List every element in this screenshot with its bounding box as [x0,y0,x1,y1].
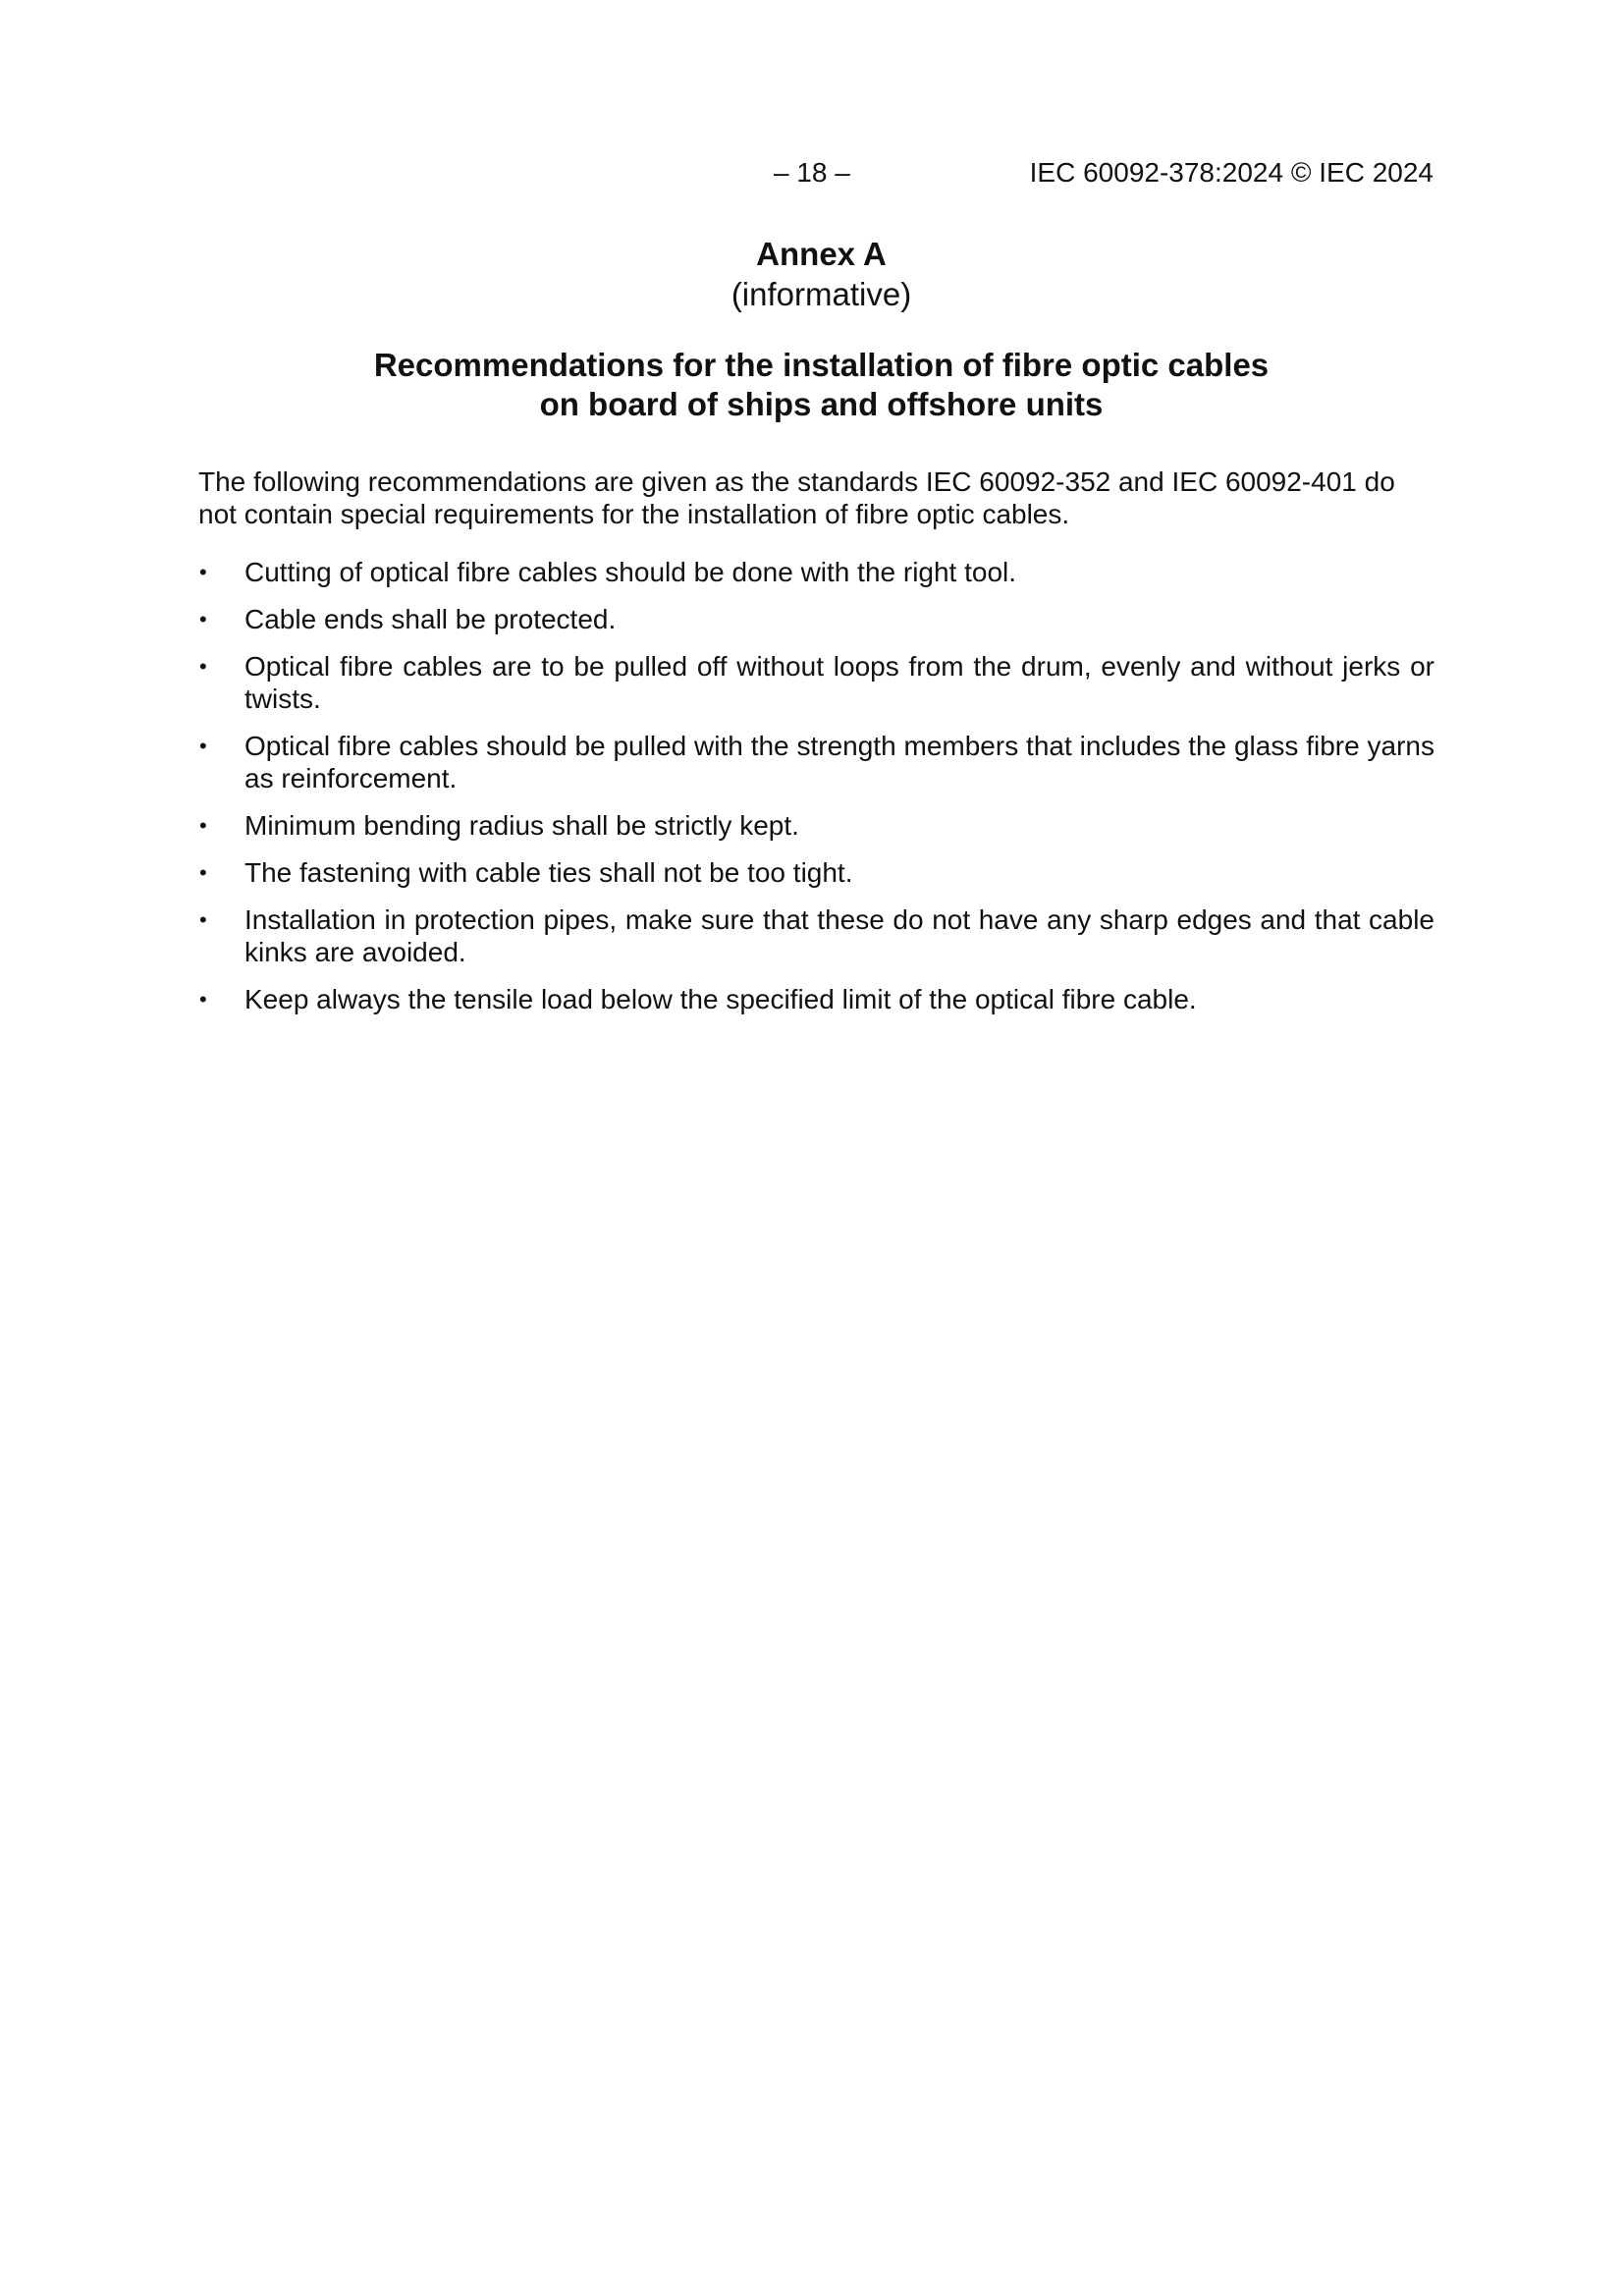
list-item [198,603,1434,635]
list-item [198,809,1434,842]
list-item-text: Minimum bending radius shall be strictly kept. [244,810,799,841]
list-item [198,856,1434,889]
list-item [198,730,1434,794]
annex-heading [0,346,1623,424]
list-item-text: Cutting of optical fibre cables should be done with the right tool. [244,557,1017,587]
bullet-icon: • [199,987,207,1011]
page-header [0,157,1623,196]
list-item-text: Cable ends shall be protected. [244,604,617,634]
bullet-icon: • [199,860,207,885]
list-item-text: Optical fibre cables are to be pulled off without loops from the drum, evenly and without jerks or twists. [244,651,1434,714]
heading-line-2: on board of ships and offshore units [539,386,1104,422]
annex-content [198,465,1434,1030]
heading-line-1: Recommendations for the installation of fibre optic cables [373,347,1270,383]
list-item [198,650,1434,715]
annex-type: (informative) [730,276,912,312]
list-item-text: The fastening with cable ties shall not be too tight. [244,857,853,888]
annex-title: Annex A [756,236,887,272]
page-number: – 18 – [774,157,850,188]
bullet-icon: • [199,654,207,679]
document-reference: IEC 60092-378:2024 © IEC 2024 [1029,157,1434,188]
bullet-icon: • [199,607,207,631]
list-item [198,556,1434,588]
bullet-icon: • [199,734,207,758]
list-item-text: Installation in protection pipes, make sure that these do not have any sharp edges and that cable kinks are avoided. [244,904,1434,967]
list-item [198,983,1434,1015]
list-item-text: Optical fibre cables should be pulled with the strength members that includes the glass fibre yarns as reinforcement. [244,731,1434,793]
bullet-icon: • [199,907,207,932]
bullet-icon: • [199,560,207,584]
intro-paragraph: The following recommendations are given as the standards IEC 60092-352 and IEC 60092-401 do not contain special requirements for the installation of fibre optic cables. [198,466,1395,529]
recommendation-list [198,556,1434,1015]
bullet-icon: • [199,813,207,838]
list-item [198,903,1434,968]
annex-block [0,234,1623,314]
list-item-text: Keep always the tensile load below the specified limit of the optical fibre cable. [244,984,1197,1014]
